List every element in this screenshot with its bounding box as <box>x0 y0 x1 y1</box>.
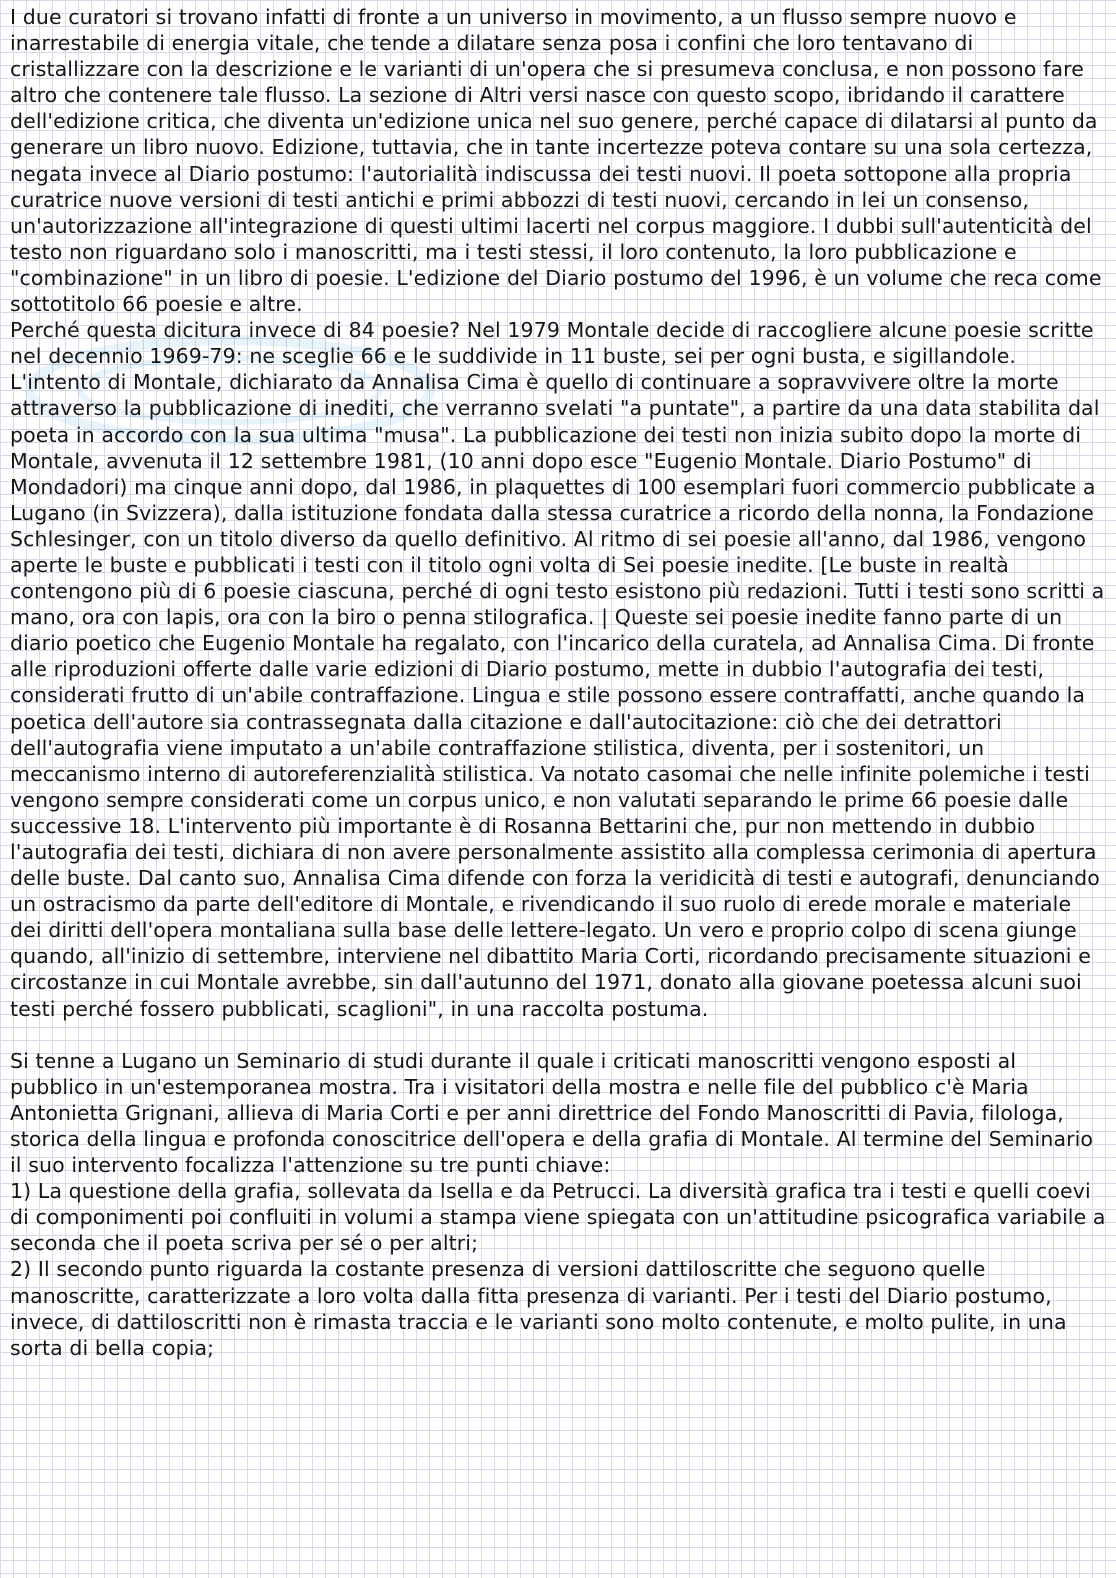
paragraph-gap <box>10 1022 1106 1048</box>
body-paragraph: Si tenne a Lugano un Seminario di studi durante il quale i criticati manoscritti vengono esposti al pubblico in un'estemporanea mostra. Tra i visitatori della mostra e nelle file del pubblico c'è Maria Antonietta Grignani, allieva di Maria Corti e per anni direttrice del Fondo Manoscritti di Pavia, filologa, storica della lingua e profonda conoscitrice dell'opera e della grafia di Montale. Al termine del Seminario il suo intervento focalizza l'attenzione su tre punti chiave: 1) La questione della grafia, sollevata da Isella e da Petrucci. La diversità grafica tra i testi e quelli coevi di componimenti poi confluiti in volumi a stampa viene spiegata con un'attitudine psicografica variabile a seconda che il poeta scriva per sé o per altri; 2) Il secondo punto riguarda la costante presenza di versioni dattiloscritte che seguono quelle manoscritte, caratterizzate a loro volta dalla fitta presenza di varianti. Per i testi del Diario postumo, invece, di dattiloscritti non è rimasta traccia e le varianti sono molto contenute, e molto pulite, in una sorta di bella copia; <box>10 1048 1106 1360</box>
document-page <box>10 4 1106 1574</box>
body-paragraph: I due curatori si trovano infatti di fronte a un universo in movimento, a un flusso sempre nuovo e inarrestabile di energia vitale, che tende a dilatare senza posa i confini che loro tentavano di cristallizzare con la descrizione e le varianti di un'opera che si presumeva conclusa, e non possono fare altro che contenere tale flusso. La sezione di Altri versi nasce con questo scopo, ibridando il carattere dell'edizione critica, che diventa un'edizione unica nel suo genere, perché capace di dilatarsi al punto da generare un libro nuovo. Edizione, tuttavia, che in tante incertezze poteva contare su una sola certezza, negata invece al Diario postumo: l'autorialità indiscussa dei testi nuovi. Il poeta sottopone alla propria curatrice nuove versioni di testi antichi e primi abbozzi di testi nuovi, cercando in lei un consenso, un'autorizzazione all'integrazione di questi ultimi lacerti nel corpus maggiore. I dubbi sull'autenticità del testo non riguardano solo i manoscritti, ma i testi stessi, il loro contenuto, la loro pubblicazione e "combinazione" in un libro di poesie. L'edizione del Diario postumo del 1996, è un volume che reca come sottotitolo 66 poesie e altre. Perché questa dicitura invece di 84 poesie? Nel 1979 Montale decide di raccogliere alcune poesie scritte nel decennio 1969-79: ne sceglie 66 e le suddivide in 11 buste, sei per ogni busta, e sigillandole. L'intento di Montale, dichiarato da Annalisa Cima è quello di continuare a sopravvivere oltre la morte attraverso la pubblicazione di inediti, che verranno svelati "a puntate", a partire da una data stabilita dal poeta in accordo con la sua ultima "musa". La pubblicazione dei testi non inizia subito dopo la morte di Montale, avvenuta il 12 settembre 1981, (10 anni dopo esce "Eugenio Montale. Diario Postumo" di Mondadori) ma cinque anni dopo, dal 1986, in plaquettes di 100 esemplari fuori commercio pubblicate a Lugano (in Svizzera), dalla istituzione fondata dalla stessa curatrice a ricordo della nonna, la Fondazione Schlesinger, con un titolo diverso da quello definitivo. Al ritmo di sei poesie all'anno, dal 1986, vengono aperte le buste e pubblicati i testi con il titolo ogni volta di Sei poesie inedite. [Le buste in realtà contengono più di 6 poesie ciascuna, perché di ogni testo esistono più redazioni. Tutti i testi sono scritti a mano, ora con lapis, ora con la biro o penna stilografica. | Queste sei poesie inedite fanno parte di un diario poetico che Eugenio Montale ha regalato, con l'incarico della curatela, ad Annalisa Cima. Di fronte alle riproduzioni offerte dalle varie edizioni di Diario postumo, mette in dubbio l'autografia dei testi, considerati frutto di un'abile contraffazione. Lingua e stile possono essere contraffatti, anche quando la poetica dell'autore sia contrassegnata dalla citazione e dall'autocitazione: ciò che dei detrattori dell'autografia viene imputato a un'abile contraffazione stilistica, diventa, per i sostenitori, un meccanismo interno di autoreferenzialità stilistica. Va notato casomai che nelle infinite polemiche i testi vengono sempre considerati come un corpus unico, e non valutati separando le prime 66 poesie dalle successive 18. L'intervento più importante è di Rosanna Bettarini che, pur non mettendo in dubbio l'autografia dei testi, dichiara di non avere personalmente assistito alla complessa cerimonia di apertura delle buste. Dal canto suo, Annalisa Cima difende con forza la veridicità di testi e autografi, denunciando un ostracismo da parte dell'editore di Montale, e rivendicando il suo ruolo di erede morale e materiale dei diritti dell'opera montaliana sulla base delle lettere-legato. Un vero e proprio colpo di scena giunge quando, all'inizio di settembre, interviene nel dibattito Maria Corti, ricordando precisamente situazioni e circostanze in cui Montale avrebbe, sin dall'autunno del 1971, donato alla giovane poetessa alcuni suoi testi perché fossero pubblicati, scaglioni", in una raccolta postuma. <box>10 5 1105 1021</box>
